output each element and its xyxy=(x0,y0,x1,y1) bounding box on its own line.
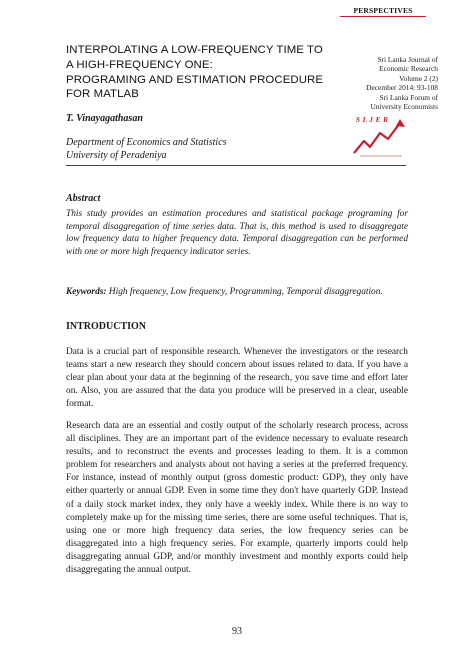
journal-line: Volume 2 (2) xyxy=(399,73,438,83)
affiliation-line: University of Peradeniya xyxy=(66,149,167,161)
journal-line: University Economists xyxy=(370,102,438,112)
header-divider xyxy=(66,165,406,166)
journal-info xyxy=(330,55,438,111)
title-line: FOR MATLAB xyxy=(66,88,139,101)
section-tag: PERSPECTIVES xyxy=(340,6,426,17)
keywords-label: Keywords: xyxy=(66,287,107,297)
title-line: A HIGH-FREQUENCY ONE: xyxy=(66,58,213,71)
article-title xyxy=(66,43,328,102)
intro-paragraph-1: Data is a crucial part of responsible research. Whenever the investigators or the research teams start a new research they should concern about issues related to data. If you have a clear plan about your data at the beginning of the research, you save time and effort later on. Also, you are assured that the data you produce will be preserved in a clear, useable format. xyxy=(66,347,408,410)
introduction-heading: INTRODUCTION xyxy=(66,321,147,332)
keywords xyxy=(66,286,408,298)
author-name: T. Vinayagathasan xyxy=(66,113,143,124)
journal-line: Sri Lanka Journal of xyxy=(377,55,438,64)
journal-line: December 2014: 93-108 xyxy=(366,83,438,93)
author-affiliation xyxy=(66,137,227,162)
journal-line: Sri Lanka Forum of xyxy=(379,92,438,102)
abstract-heading: Abstract xyxy=(66,193,101,204)
page-number: 93 xyxy=(232,626,242,637)
logo-text: S L J E R xyxy=(356,116,389,124)
title-line: INTERPOLATING A LOW-FREQUENCY TIME TO xyxy=(66,44,323,56)
affiliation-line: Department of Economics and Statistics xyxy=(66,137,227,148)
intro-paragraph-2: Research data are an essential and costly output of the scholarly research process, across all disciplines. They are an important part of the evidence necessary to evaluate research results, and to reconstruct the events and processes leading to them. It is a common problem for researchers and analysts about not having a series at the preferred frequency. For instance, instead of monthly output (gross domestic product: GDP), they only have either quarterly or annual GDP. Even in some time they don't have quarterly GDP. Instead of a daily stock market index, they only have a weekly index. While there is no way to completely make up for the missing time series, there are some useful techniques. That is, using one or more high frequency data series, the low frequency series can be disaggregated into a high frequency series. For example, quarterly imports could help disaggregating annual GDP, and/or monthly investment and monthly exports could help disaggregating the annual output. xyxy=(66,421,408,576)
abstract-body: This study provides an estimation procedures and statistical package programing for temporal disaggregation of time series data. That is, this method is used to disaggregate low frequency data to higher frequency data. Temporal disaggregation can be performed with one or more high frequency indicator series. xyxy=(66,209,408,257)
title-line: PROGRAMING AND ESTIMATION PROCEDURE xyxy=(66,73,324,86)
journal-line: Economic Research xyxy=(379,64,438,74)
keywords-text: High frequency, Low frequency, Programming, Temporal disaggregation. xyxy=(108,287,383,297)
